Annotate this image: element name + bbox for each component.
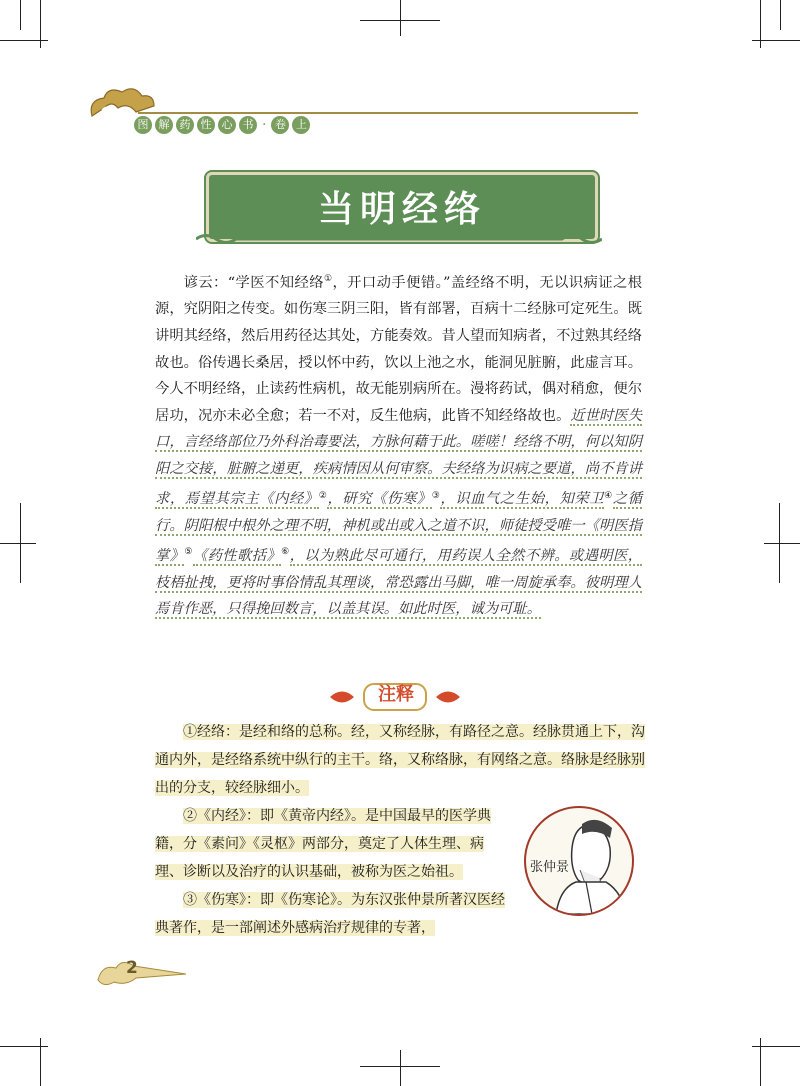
note-text: ②《内经》：即《黄帝内经》。是中国最早的医学典籍，分《素问》《灵枢》两部分，奠定了人体生理、病理、诊断以及治疗的认识基础，被称为医之始祖。 <box>155 808 491 880</box>
crop-mark <box>0 40 48 41</box>
commentary-text: 近世时医失口，言经络部位乃外科治毒要法，方脉何藉于此。嗟嗟！经络不明，何以知阴阳之交接，脏腑之递更，疾病情因从何审察。夫经络为识病之要道，尚不肯讲求，焉望其宗主《内经》 <box>155 407 643 508</box>
page-number: 2 <box>126 958 138 978</box>
note-item <box>155 802 505 886</box>
note-text: ③《伤寒》：即《伤寒论》。为东汉张仲景所著汉医经典著作，是一部阐述外感病治疗规律的专著， <box>155 892 505 936</box>
header-char: 药 <box>176 116 194 134</box>
note-item <box>155 886 505 942</box>
commentary-text: ，识血气之生始，知荣卫 <box>440 491 605 508</box>
header-char: 卷 <box>271 116 289 134</box>
footnote-ref: ③ <box>431 490 441 501</box>
crop-mark <box>752 40 800 41</box>
header-rule <box>138 112 638 114</box>
note-text: ①经络：是经和络的总称。经，又称经脉，有路径之意。经脉贯通上下，沟通内外，是经络系统中纵行的主干。络，又称络脉，有网络之意。络脉是经脉别出的分支，较经脉细小。 <box>155 724 645 796</box>
commentary-text: 《药性歌括》 <box>192 548 282 565</box>
section-title: 当明经络 <box>317 189 486 230</box>
crop-mark <box>0 1046 48 1047</box>
crop-mark <box>20 0 21 30</box>
notes-heading: 注释 <box>378 684 414 705</box>
crop-mark <box>779 503 780 583</box>
crop-mark <box>20 503 21 583</box>
crop-mark <box>360 20 440 21</box>
page-number-ornament-icon <box>96 958 186 988</box>
crop-mark <box>360 1066 440 1067</box>
commentary-text: ，研究《伤寒》 <box>327 491 432 508</box>
crop-mark <box>400 1050 401 1086</box>
footnote-ref: ① <box>323 274 333 284</box>
footnote-ref: ② <box>318 490 328 501</box>
crop-mark <box>752 1046 800 1047</box>
commentary-text: ，以为熟此尽可通行，用药误人全然不辨。或遇明医，枝梧扯拽，更将时事俗情乱其理谈，常恐露出马脚，唯一周旋承奉。彼明理人焉肯作恶，只得挽回数言，以盖其误。如此时医，诚为可耻。 <box>155 548 643 618</box>
footnote-ref: ④ <box>604 490 613 501</box>
header-char: 图 <box>134 116 152 134</box>
header-char: 上 <box>292 116 310 134</box>
crop-mark <box>0 543 36 544</box>
main-text: 谚云：“学医不知经络 <box>183 274 324 291</box>
header-char: 心 <box>218 116 236 134</box>
header-char: 性 <box>197 116 215 134</box>
header-char: 书 <box>239 116 257 134</box>
footnote-ref: ⑥ <box>281 547 290 558</box>
footnote-ref: ⑤ <box>184 547 193 558</box>
portrait-caption: 张仲景 <box>530 860 570 875</box>
main-text: ，开口动手便错。”盖经络不明，无以识病证之根源，究阴阳之传变。如伤寒三阴三阳，皆有部署，百病十二经脉可定死生。既讲明其经络，然后用药径达其处，方能奏效。昔人望而知病者，不过熟其经络故也。俗传遇长桑居，授以怀中药，饮以上池之水，能洞见脏腑，此虚言耳。今人不明经络，止读药性病机，故无能别病所在。漫将药试，偶对稍愈，便尔居功，况亦未必全愈；若一不对，反生他病，此皆不知经络故也。 <box>155 274 642 424</box>
header-separator: · <box>262 117 267 133</box>
crop-mark <box>780 0 781 30</box>
main-paragraph <box>155 266 642 623</box>
header-char: 解 <box>155 116 173 134</box>
title-scroll-ornament-icon <box>196 232 602 246</box>
crop-mark <box>764 543 800 544</box>
running-header <box>88 86 638 146</box>
crop-mark <box>400 0 401 36</box>
note-item <box>155 718 645 802</box>
commentary-text: 之循行。阴阳根中根外之理不明，神机或出或入之道不识，师徒授受唯一《明医指掌》 <box>155 491 643 565</box>
header-title <box>134 116 310 134</box>
main-body <box>155 266 642 623</box>
